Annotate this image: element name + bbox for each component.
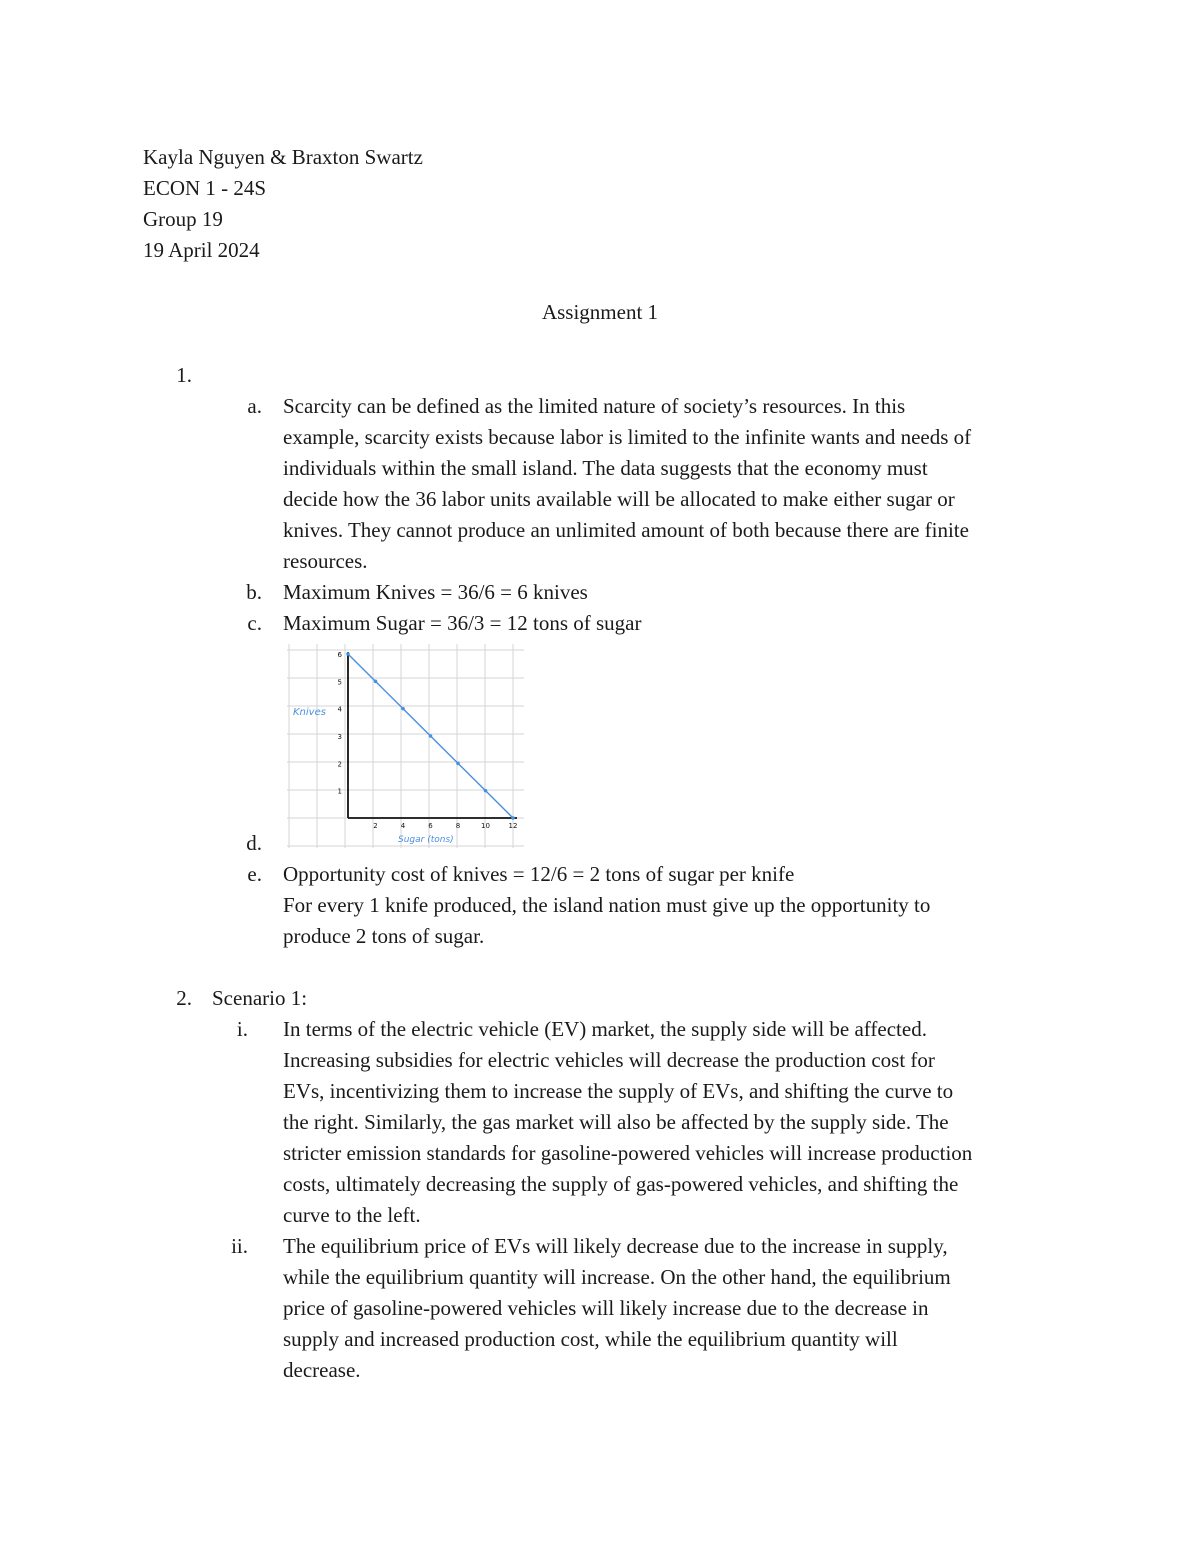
ppf-chart	[283, 640, 528, 852]
q1a-label: a.	[247, 394, 262, 418]
q1c-text: Maximum Sugar = 36/3 = 12 tons of sugar	[283, 611, 642, 635]
q1d-label: d.	[246, 831, 262, 855]
y-tick-label: 5	[337, 678, 342, 687]
q1b-text: Maximum Knives = 36/6 = 6 knives	[283, 580, 588, 604]
course: ECON 1 - 24S	[143, 176, 267, 200]
q1c-label: c.	[247, 611, 262, 635]
q2i-line: stricter emission standards for gasoline-powered vehicles will increase production	[283, 1141, 973, 1165]
q1e-label: e.	[247, 862, 262, 886]
ppf-point	[346, 652, 350, 656]
q1-number: 1.	[176, 363, 192, 387]
q1e-line: For every 1 knife produced, the island nation must give up the opportunity to	[283, 893, 931, 917]
x-axis-label: Sugar (tons)	[398, 835, 454, 845]
x-tick-label: 2	[373, 822, 378, 830]
ppf-point	[429, 734, 433, 738]
q2ii-line: supply and increased production cost, while the equilibrium quantity will	[283, 1327, 898, 1351]
q2i-line: costs, ultimately decreasing the supply of gas-powered vehicles, and shifting the	[283, 1172, 959, 1196]
q1a-line: knives. They cannot produce an unlimited amount of both because there are finite	[283, 518, 969, 542]
q2i-line: Increasing subsidies for electric vehicles will decrease the production cost for	[283, 1048, 935, 1072]
x-tick-label: 6	[428, 822, 433, 830]
x-tick-label: 10	[481, 822, 490, 830]
q1a-line: Scarcity can be defined as the limited nature of society’s resources. In this	[283, 394, 906, 418]
page-title: Assignment 1	[541, 300, 659, 324]
q1a-line: decide how the 36 labor units available will be allocated to make either sugar or	[283, 487, 955, 511]
q2-number: 2.	[176, 986, 192, 1010]
y-tick-label: 2	[337, 760, 342, 769]
q2-heading: Scenario 1:	[212, 986, 308, 1010]
ppf-point	[401, 707, 405, 711]
ppf-point	[456, 762, 460, 766]
q2i-line: In terms of the electric vehicle (EV) market, the supply side will be affected.	[283, 1017, 927, 1041]
q1a-line: example, scarcity exists because labor is limited to the infinite wants and needs of	[283, 425, 972, 449]
x-tick-label: 12	[508, 822, 518, 830]
ppf-point	[374, 680, 378, 684]
date: 19 April 2024	[143, 238, 260, 262]
q2i-line: EVs, incentivizing them to increase the supply of EVs, and shifting the curve to	[283, 1079, 954, 1103]
q2ii-label: ii.	[231, 1234, 248, 1258]
q1a-line: individuals within the small island. The data suggests that the economy must	[283, 456, 928, 480]
y-axis-label: Knives	[293, 707, 326, 718]
group: Group 19	[143, 207, 223, 231]
x-tick-label: 8	[455, 822, 461, 830]
q2i-text	[283, 1014, 1073, 1231]
q2ii-line: The equilibrium price of EVs will likely decrease due to the increase in supply,	[283, 1234, 948, 1258]
authors: Kayla Nguyen & Braxton Swartz	[143, 145, 423, 169]
q2i-label: i.	[236, 1017, 248, 1041]
y-tick-label: 6	[337, 651, 342, 659]
q2i-line: the right. Similarly, the gas market will also be affected by the supply side. The	[283, 1110, 949, 1134]
q2ii-line: decrease.	[283, 1358, 361, 1382]
ppf-point	[484, 789, 488, 793]
q2ii-line: price of gasoline-powered vehicles will likely increase due to the decrease in	[283, 1296, 929, 1320]
q1e-text	[283, 859, 1073, 952]
y-tick-label: 4	[337, 705, 342, 714]
q2i-line: curve to the left.	[283, 1203, 421, 1227]
q1e-line: Opportunity cost of knives = 12/6 = 2 tons of sugar per knife	[283, 862, 795, 886]
q1a-text	[283, 391, 1073, 577]
y-tick-label: 1	[337, 787, 342, 796]
x-tick-label: 4	[400, 822, 406, 830]
y-tick-label: 3	[337, 733, 342, 741]
q1b-label: b.	[246, 580, 262, 604]
ppf-point	[511, 816, 515, 820]
q2ii-text	[283, 1231, 1073, 1386]
ppf-chart-svg	[283, 640, 528, 852]
q1a-line: resources.	[283, 549, 368, 573]
q2ii-line: while the equilibrium quantity will increase. On the other hand, the equilibrium	[283, 1265, 951, 1289]
q1e-line: produce 2 tons of sugar.	[283, 924, 485, 948]
